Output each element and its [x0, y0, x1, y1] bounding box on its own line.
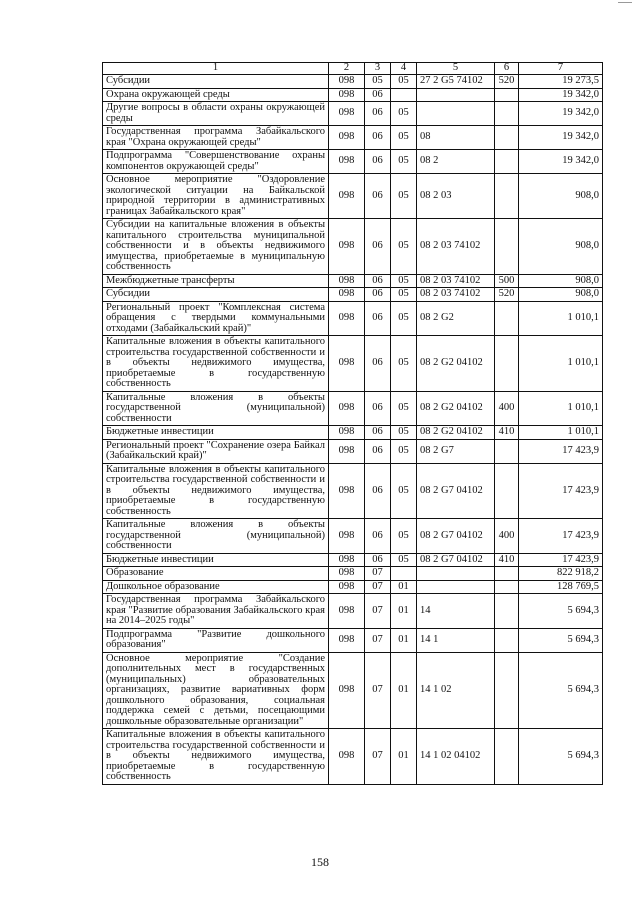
row-target-article: 08 2 03 74102: [417, 274, 495, 288]
table-body: [103, 75, 603, 785]
budget-table: [102, 62, 603, 785]
row-section-code: 07: [365, 567, 391, 581]
table-row: [103, 463, 603, 519]
column-header: 6: [495, 63, 519, 75]
row-target-article: 08 2 03: [417, 174, 495, 219]
column-header: 2: [329, 63, 365, 75]
row-expense-type: [495, 174, 519, 219]
table-row: [103, 126, 603, 150]
table-row: [103, 567, 603, 581]
row-grbs-code: 098: [329, 594, 365, 629]
row-subsection-code: 01: [391, 594, 417, 629]
row-name: Государственная программа Забайкальского края "Развитие образования Забайкальского края на 2014–2025 годы": [103, 594, 329, 629]
row-target-article: 08 2 G7: [417, 439, 495, 463]
row-section-code: 06: [365, 88, 391, 102]
row-grbs-code: 098: [329, 567, 365, 581]
row-grbs-code: 098: [329, 174, 365, 219]
row-name: Подпрограмма "Развитие дошкольного образования": [103, 628, 329, 652]
row-expense-type: [495, 88, 519, 102]
row-grbs-code: 098: [329, 426, 365, 440]
row-expense-type: 500: [495, 274, 519, 288]
row-target-article: 08 2 03 74102: [417, 288, 495, 302]
row-subsection-code: 05: [391, 519, 417, 554]
row-target-article: [417, 567, 495, 581]
row-grbs-code: 098: [329, 553, 365, 567]
row-amount: 17 423,9: [519, 519, 603, 554]
row-expense-type: 410: [495, 553, 519, 567]
row-section-code: 06: [365, 126, 391, 150]
row-expense-type: 400: [495, 519, 519, 554]
row-target-article: [417, 88, 495, 102]
row-target-article: 14 1 02: [417, 652, 495, 729]
row-amount: 5 694,3: [519, 628, 603, 652]
row-expense-type: [495, 463, 519, 519]
row-target-article: 14 1: [417, 628, 495, 652]
row-name: Субсидии: [103, 288, 329, 302]
row-target-article: 08 2 03 74102: [417, 219, 495, 275]
row-amount: 1 010,1: [519, 301, 603, 336]
row-section-code: 06: [365, 102, 391, 126]
table-row: [103, 219, 603, 275]
row-subsection-code: 05: [391, 75, 417, 89]
row-target-article: 08 2 G7 04102: [417, 519, 495, 554]
table-row: [103, 150, 603, 174]
row-expense-type: [495, 301, 519, 336]
row-subsection-code: 05: [391, 219, 417, 275]
row-grbs-code: 098: [329, 88, 365, 102]
row-expense-type: 400: [495, 391, 519, 426]
row-target-article: 08 2 G2: [417, 301, 495, 336]
row-target-article: 27 2 G5 74102: [417, 75, 495, 89]
page-number: 158: [311, 855, 329, 869]
table-row: [103, 652, 603, 729]
row-section-code: 06: [365, 426, 391, 440]
row-expense-type: [495, 219, 519, 275]
row-name: Капитальные вложения в объекты капитального строительства государственной собственности и в объекты недвижимого имущества, приобретаемые в государственную собственность: [103, 463, 329, 519]
table-row: [103, 628, 603, 652]
row-amount: 128 769,5: [519, 580, 603, 594]
row-name: Межбюджетные трансферты: [103, 274, 329, 288]
row-grbs-code: 098: [329, 102, 365, 126]
table-row: [103, 75, 603, 89]
table-row: [103, 301, 603, 336]
column-header: 1: [103, 63, 329, 75]
row-target-article: 08 2 G2 04102: [417, 391, 495, 426]
row-subsection-code: 01: [391, 652, 417, 729]
row-target-article: 14 1 02 04102: [417, 729, 495, 785]
row-name: Капитальные вложения в объекты государственной (муниципальной) собственности: [103, 391, 329, 426]
row-name: Региональный проект "Комплексная система обращения с твердыми коммунальными отходами (Забайкальский край)": [103, 301, 329, 336]
row-grbs-code: 098: [329, 336, 365, 392]
row-grbs-code: 098: [329, 463, 365, 519]
row-section-code: 07: [365, 594, 391, 629]
row-section-code: 06: [365, 288, 391, 302]
row-subsection-code: 01: [391, 628, 417, 652]
row-section-code: 07: [365, 628, 391, 652]
row-subsection-code: 01: [391, 729, 417, 785]
row-amount: 822 918,2: [519, 567, 603, 581]
table-row: [103, 88, 603, 102]
row-expense-type: [495, 102, 519, 126]
table-row: [103, 519, 603, 554]
row-amount: 1 010,1: [519, 391, 603, 426]
row-target-article: [417, 102, 495, 126]
row-section-code: 06: [365, 219, 391, 275]
table-row: [103, 336, 603, 392]
table-row: [103, 553, 603, 567]
row-subsection-code: 05: [391, 391, 417, 426]
row-name: Государственная программа Забайкальского края "Охрана окружающей среды": [103, 126, 329, 150]
row-grbs-code: 098: [329, 729, 365, 785]
table-row: [103, 729, 603, 785]
row-grbs-code: 098: [329, 219, 365, 275]
row-amount: 17 423,9: [519, 439, 603, 463]
row-subsection-code: 05: [391, 288, 417, 302]
row-name: Региональный проект "Сохранение озера Байкал (Забайкальский край)": [103, 439, 329, 463]
row-target-article: 08 2 G2 04102: [417, 336, 495, 392]
row-name: Бюджетные инвестиции: [103, 426, 329, 440]
row-grbs-code: 098: [329, 439, 365, 463]
table-header-row: [103, 63, 603, 75]
row-amount: 5 694,3: [519, 729, 603, 785]
row-subsection-code: 01: [391, 580, 417, 594]
row-subsection-code: [391, 88, 417, 102]
row-name: Дошкольное образование: [103, 580, 329, 594]
row-expense-type: [495, 126, 519, 150]
row-section-code: 06: [365, 463, 391, 519]
row-amount: 908,0: [519, 219, 603, 275]
scan-mark: [618, 2, 632, 3]
row-amount: 5 694,3: [519, 594, 603, 629]
column-header: 7: [519, 63, 603, 75]
row-target-article: 08 2: [417, 150, 495, 174]
row-section-code: 06: [365, 519, 391, 554]
table-row: [103, 102, 603, 126]
row-grbs-code: 098: [329, 301, 365, 336]
table-row: [103, 391, 603, 426]
row-expense-type: [495, 150, 519, 174]
row-grbs-code: 098: [329, 519, 365, 554]
row-name: Основное мероприятие "Создание дополнительных мест в государственных (муниципальных) образовательных организациях, развитие вариативных форм дошкольного образования, социальная поддержка семей с детьми, посещающими дошкольные образовательные организации": [103, 652, 329, 729]
row-expense-type: [495, 729, 519, 785]
table-row: [103, 439, 603, 463]
row-section-code: 06: [365, 301, 391, 336]
row-subsection-code: 05: [391, 336, 417, 392]
row-target-article: 08: [417, 126, 495, 150]
column-header: 5: [417, 63, 495, 75]
row-grbs-code: 098: [329, 628, 365, 652]
row-grbs-code: 098: [329, 75, 365, 89]
row-expense-type: [495, 336, 519, 392]
row-subsection-code: 05: [391, 102, 417, 126]
row-expense-type: 520: [495, 75, 519, 89]
row-name: Субсидии: [103, 75, 329, 89]
row-section-code: 07: [365, 652, 391, 729]
row-name: Образование: [103, 567, 329, 581]
row-grbs-code: 098: [329, 288, 365, 302]
row-grbs-code: 098: [329, 652, 365, 729]
row-grbs-code: 098: [329, 580, 365, 594]
row-amount: 19 342,0: [519, 126, 603, 150]
row-amount: 17 423,9: [519, 463, 603, 519]
row-section-code: 06: [365, 553, 391, 567]
row-grbs-code: 098: [329, 126, 365, 150]
row-target-article: [417, 580, 495, 594]
row-target-article: 08 2 G2 04102: [417, 426, 495, 440]
table-row: [103, 174, 603, 219]
row-subsection-code: 05: [391, 426, 417, 440]
row-amount: 19 342,0: [519, 102, 603, 126]
row-name: Основное мероприятие "Оздоровление экологической ситуации на Байкальской природной территории в административных границах Забайкальского края": [103, 174, 329, 219]
table-row: [103, 426, 603, 440]
row-section-code: 05: [365, 75, 391, 89]
row-amount: 1 010,1: [519, 426, 603, 440]
row-name: Охрана окружающей среды: [103, 88, 329, 102]
row-section-code: 06: [365, 174, 391, 219]
row-subsection-code: 05: [391, 301, 417, 336]
row-grbs-code: 098: [329, 274, 365, 288]
row-target-article: 08 2 G7 04102: [417, 553, 495, 567]
row-expense-type: [495, 652, 519, 729]
row-section-code: 06: [365, 150, 391, 174]
row-subsection-code: 05: [391, 126, 417, 150]
row-section-code: 06: [365, 336, 391, 392]
row-target-article: 14: [417, 594, 495, 629]
column-header: 3: [365, 63, 391, 75]
table-row: [103, 274, 603, 288]
row-name: Капитальные вложения в объекты государственной (муниципальной) собственности: [103, 519, 329, 554]
row-subsection-code: 05: [391, 174, 417, 219]
row-amount: 908,0: [519, 288, 603, 302]
row-name: Капитальные вложения в объекты капитального строительства государственной собственности и в объекты недвижимого имущества, приобретаемые в государственную собственность: [103, 729, 329, 785]
row-amount: 19 342,0: [519, 150, 603, 174]
row-name: Другие вопросы в области охраны окружающей среды: [103, 102, 329, 126]
row-target-article: 08 2 G7 04102: [417, 463, 495, 519]
row-name: Субсидии на капитальные вложения в объекты капитального строительства муниципальной собственности и в объекты недвижимого имущества, приобретаемые в муниципальную собственность: [103, 219, 329, 275]
row-expense-type: [495, 580, 519, 594]
row-expense-type: 520: [495, 288, 519, 302]
row-expense-type: [495, 594, 519, 629]
row-amount: 17 423,9: [519, 553, 603, 567]
row-expense-type: [495, 567, 519, 581]
row-section-code: 06: [365, 439, 391, 463]
row-name: Капитальные вложения в объекты капитального строительства государственной собственности и в объекты недвижимого имущества, приобретаемые в государственную собственность: [103, 336, 329, 392]
row-section-code: 07: [365, 729, 391, 785]
row-amount: 19 273,5: [519, 75, 603, 89]
column-header: 4: [391, 63, 417, 75]
row-subsection-code: 05: [391, 553, 417, 567]
row-expense-type: [495, 439, 519, 463]
table-row: [103, 594, 603, 629]
row-subsection-code: 05: [391, 463, 417, 519]
table-row: [103, 580, 603, 594]
row-expense-type: [495, 628, 519, 652]
row-expense-type: 410: [495, 426, 519, 440]
row-amount: 5 694,3: [519, 652, 603, 729]
row-amount: 19 342,0: [519, 88, 603, 102]
row-amount: 908,0: [519, 174, 603, 219]
row-amount: 1 010,1: [519, 336, 603, 392]
row-name: Бюджетные инвестиции: [103, 553, 329, 567]
row-subsection-code: 05: [391, 274, 417, 288]
row-subsection-code: 05: [391, 150, 417, 174]
row-section-code: 06: [365, 391, 391, 426]
row-name: Подпрограмма "Совершенствование охраны компонентов окружающей среды": [103, 150, 329, 174]
row-amount: 908,0: [519, 274, 603, 288]
row-section-code: 06: [365, 274, 391, 288]
row-subsection-code: 05: [391, 439, 417, 463]
row-grbs-code: 098: [329, 391, 365, 426]
row-grbs-code: 098: [329, 150, 365, 174]
row-subsection-code: [391, 567, 417, 581]
row-section-code: 07: [365, 580, 391, 594]
table-row: [103, 288, 603, 302]
